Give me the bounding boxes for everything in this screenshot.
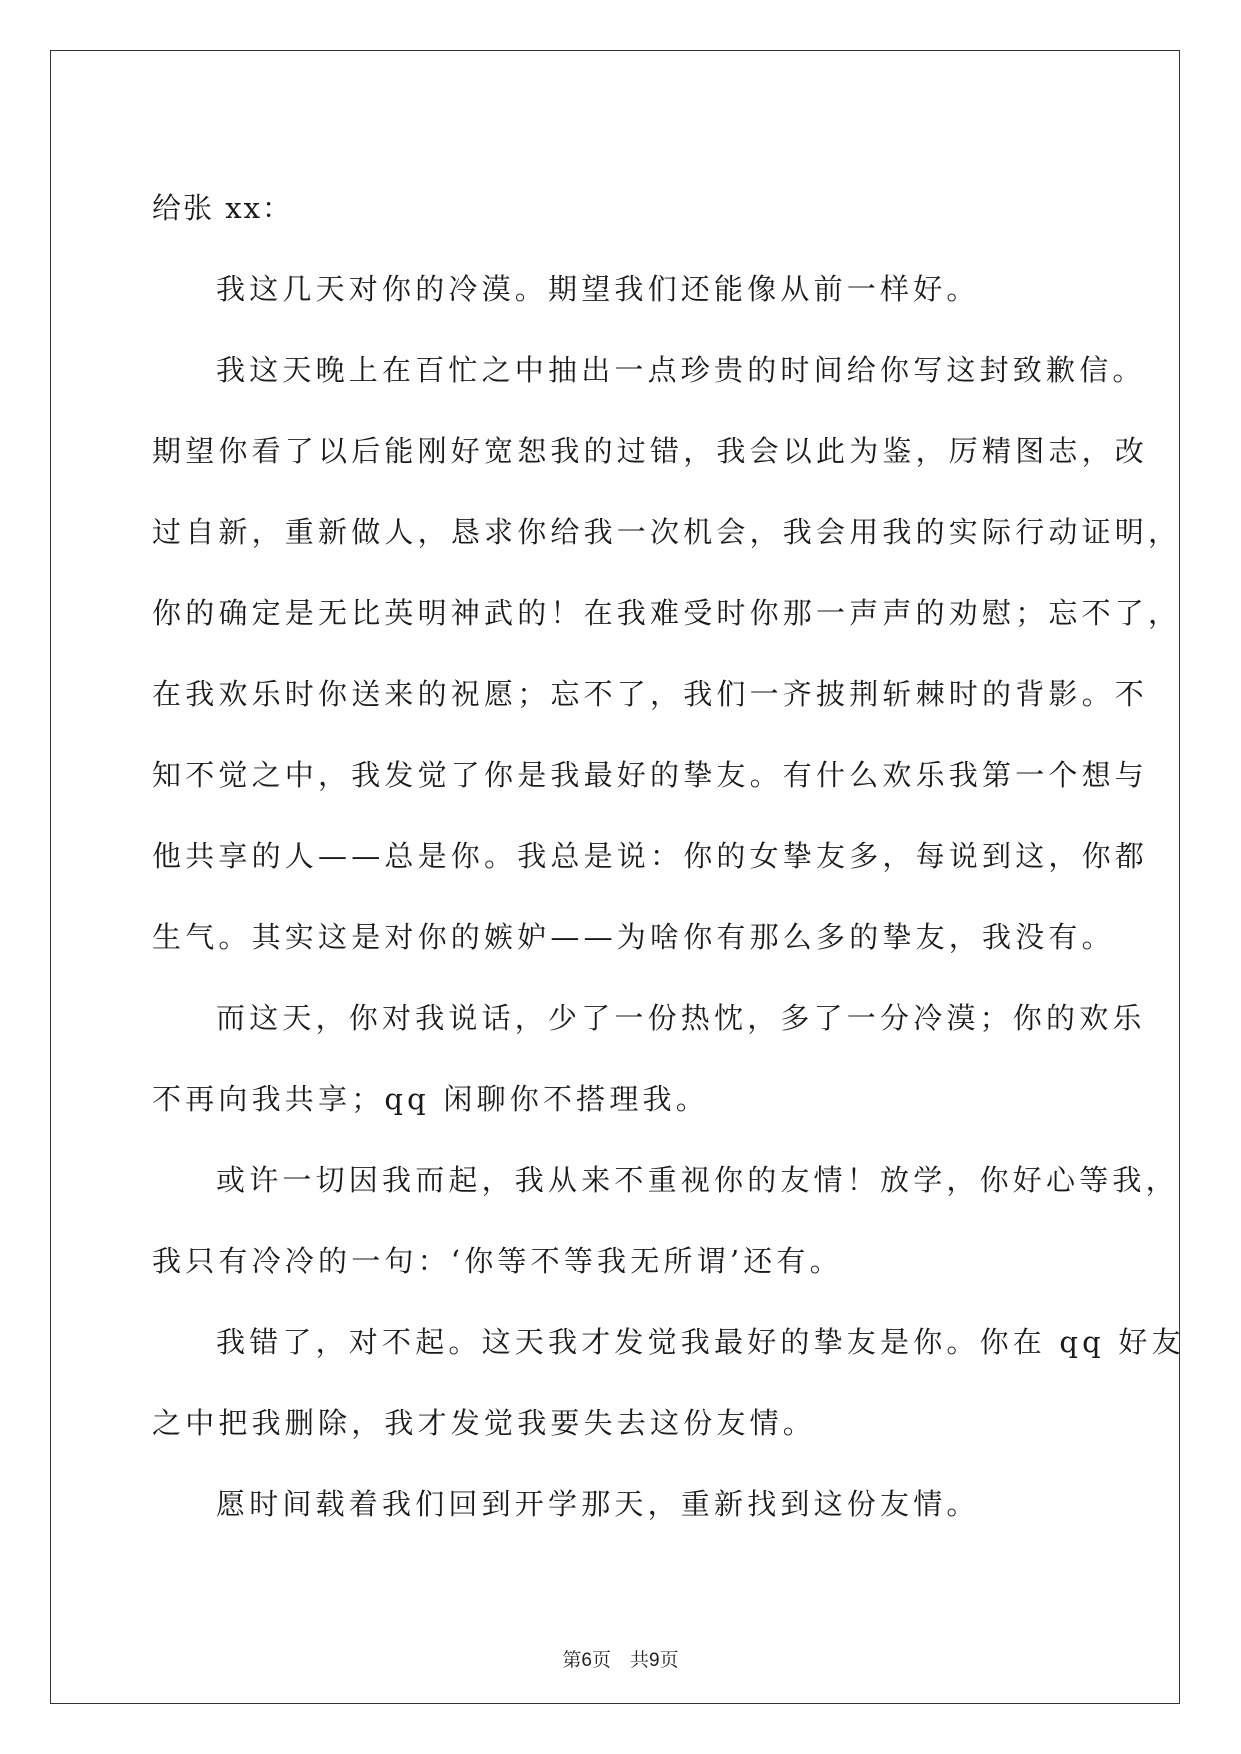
letter-line: 我错了，对不起。这天我才发觉我最好的挚友是你。你在 qq 好友 — [216, 1325, 1185, 1359]
letter-line: 我这天晚上在百忙之中抽出一点珍贵的时间给你写这封致歉信。 — [216, 353, 1146, 387]
page-total: 9 — [649, 1650, 660, 1671]
letter-line: 之中把我删除，我才发觉我要失去这份友情。 — [152, 1406, 817, 1440]
letter-line: 生气。其实这是对你的嫉妒——为啥你有那么多的挚友，我没有。 — [152, 920, 1115, 954]
letter-line: 或许一切因我而起，我从来不重视你的友情！放学，你好心等我， — [216, 1163, 1179, 1197]
letter-line: 在我欢乐时你送来的祝愿；忘不了，我们一齐披荆斩棘时的背影。不 — [152, 677, 1149, 711]
page-mid: 页 共 — [591, 1649, 649, 1671]
letter-line: 期望你看了以后能刚好宽恕我的过错，我会以此为鉴，厉精图志，改 — [152, 434, 1149, 468]
letter-salutation: 给张 xx： — [152, 191, 293, 225]
page-suffix: 页 — [659, 1649, 679, 1671]
letter-paragraphs — [152, 249, 1185, 1545]
letter-line: 愿时间载着我们回到开学那天，重新找到这份友情。 — [216, 1487, 980, 1521]
page-prefix: 第 — [562, 1649, 582, 1671]
page-current: 6 — [581, 1650, 592, 1671]
letter-line: 知不觉之中，我发觉了你是我最好的挚友。有什么欢乐我第一个想与 — [152, 758, 1149, 792]
letter-line: 而这天，你对我说话，少了一份热忱，多了一分冷漠；你的欢乐 — [216, 1001, 1146, 1035]
letter-line: 过自新，重新做人，恳求你给我一次机会，我会用我的实际行动证明， — [152, 515, 1182, 549]
page-footer — [0, 1645, 1241, 1672]
letter-line: 他共享的人——总是你。我总是说：你的女挚友多，每说到这，你都 — [152, 839, 1149, 873]
letter-body — [152, 168, 1185, 1545]
letter-line: 我只有冷冷的一句：‘你等不等我无所谓’还有。 — [152, 1244, 843, 1278]
letter-line: 我这几天对你的冷漠。期望我们还能像从前一样好。 — [216, 272, 980, 306]
letter-line: 你的确定是无比英明神武的！在我难受时你那一声声的劝慰；忘不了， — [152, 596, 1182, 630]
letter-line: 不再向我共享；qq 闲聊你不搭理我。 — [152, 1082, 709, 1116]
